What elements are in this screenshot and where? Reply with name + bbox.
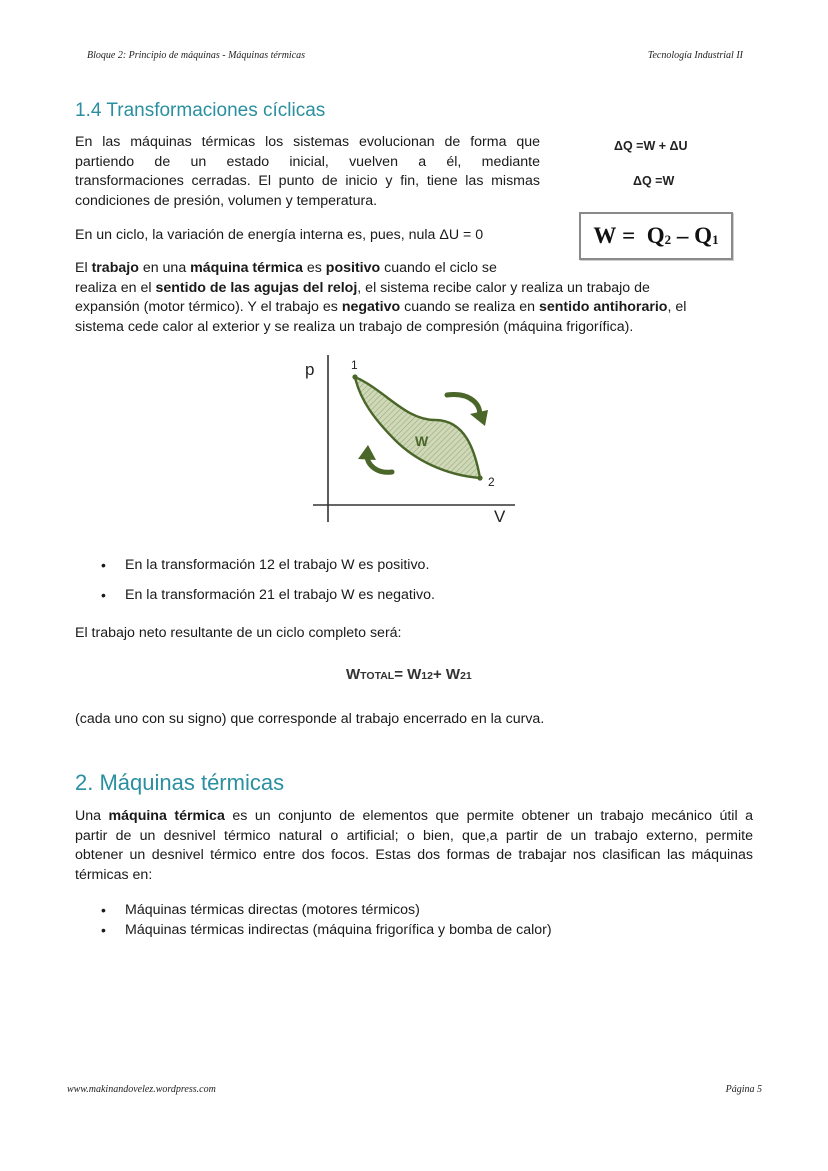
- page-footer: [67, 1084, 762, 1095]
- s2-line-1: Una máquina térmica es un conjunto de elementos que permite obtener un trabajo mecánico útil a: [75, 808, 753, 824]
- point-2-label: 2: [488, 475, 495, 489]
- footer-page-number: Página 5: [725, 1084, 762, 1095]
- work-sign-list: [101, 557, 435, 603]
- state-point-2: [477, 475, 482, 480]
- header-right: Tecnología Industrial II: [647, 50, 743, 61]
- counterclockwise-arrowhead: [358, 445, 376, 460]
- section-2-title: 2. Máquinas térmicas: [75, 770, 285, 795]
- section-1-4-paragraph-4: El trabajo neto resultante de un ciclo completo será:: [75, 625, 402, 641]
- p3-line-1: El trabajo en una máquina térmica es positivo cuando el ciclo se: [75, 260, 497, 276]
- list-item: • En la transformación 12 el trabajo W es positivo.: [101, 557, 435, 573]
- total-work-formula: WTOTAL= W12+ W21: [346, 666, 472, 683]
- list-item: • En la transformación 21 el trabajo W es negativo.: [101, 587, 435, 603]
- p-axis-label: p: [305, 360, 315, 379]
- p3-line-2: realiza en el sentido de las agujas del reloj, el sistema recibe calor y realiza un trabajo de: [75, 279, 650, 296]
- formula-w: W: [593, 223, 617, 248]
- state-point-1: [352, 374, 357, 379]
- formula-minus: –: [676, 223, 689, 248]
- page-header: [87, 50, 743, 61]
- s2-line-3: obtener un desnivel térmico entre dos focos. Estas dos formas de trabajar nos clasifican las máquinas: [75, 847, 753, 863]
- work-formula-box: [579, 212, 733, 260]
- cycle-area: [355, 377, 480, 478]
- p1-line-3: transformaciones cerradas. El punto de inicio y fin, tiene las mismas: [75, 173, 540, 189]
- p3-line-3: expansión (motor térmico). Y el trabajo es negativo cuando se realiza en sentido antihorario, el: [75, 299, 687, 315]
- list-item: • Máquinas térmicas directas (motores térmicos): [101, 900, 552, 920]
- section-2-paragraph-1: [75, 807, 753, 885]
- section-1-4-paragraph-1: [75, 133, 540, 211]
- p1-line-4: condiciones de presión, volumen y temperatura.: [75, 192, 378, 209]
- list-item: • Máquinas térmicas indirectas (máquina frigorífica y bomba de calor): [101, 920, 552, 940]
- section-1-4-paragraph-3: [75, 259, 738, 337]
- section-1-4-paragraph-2: En un ciclo, la variación de energía interna es, pues, nula ΔU = 0: [75, 227, 484, 243]
- header-left: Bloque 2: Principio de máquinas - Máquinas térmicas: [87, 50, 306, 61]
- formula-q2: $Q_2$: [646, 223, 672, 248]
- s2-line-4: térmicas en:: [75, 866, 153, 883]
- formula-q1: $Q_1$: [694, 223, 719, 248]
- equation-cycle: ΔQ =W: [633, 174, 675, 188]
- work-area-label: W: [415, 433, 429, 449]
- p1-line-2: partiendo de un estado inicial, vuelven a él, mediante: [75, 153, 540, 170]
- machine-types-list: [101, 900, 552, 940]
- section-1-4-title: 1.4 Transformaciones cíclicas: [75, 100, 326, 121]
- v-axis-label: V: [494, 507, 506, 526]
- p1-line-1: En las máquinas térmicas los sistemas evolucionan de forma que: [75, 134, 540, 150]
- s2-line-2: partir de un desnivel térmico natural o artificial; o bien, que,a partir de un trabajo externo, permite: [75, 827, 753, 844]
- point-1-label: 1: [351, 358, 358, 372]
- equation-first-law: ΔQ =W + ΔU: [614, 139, 688, 153]
- footer-website: www.makinandovelez.wordpress.com: [67, 1084, 216, 1095]
- section-1-4-paragraph-5: (cada uno con su signo) que corresponde al trabajo encerrado en la curva.: [75, 711, 545, 727]
- pv-cycle-diagram: [295, 350, 525, 530]
- formula-equals: =: [622, 223, 636, 248]
- p3-line-4: sistema cede calor al exterior y se realiza un trabajo de compresión (máquina frigorífica).: [75, 318, 634, 335]
- clockwise-arrowhead: [470, 410, 488, 426]
